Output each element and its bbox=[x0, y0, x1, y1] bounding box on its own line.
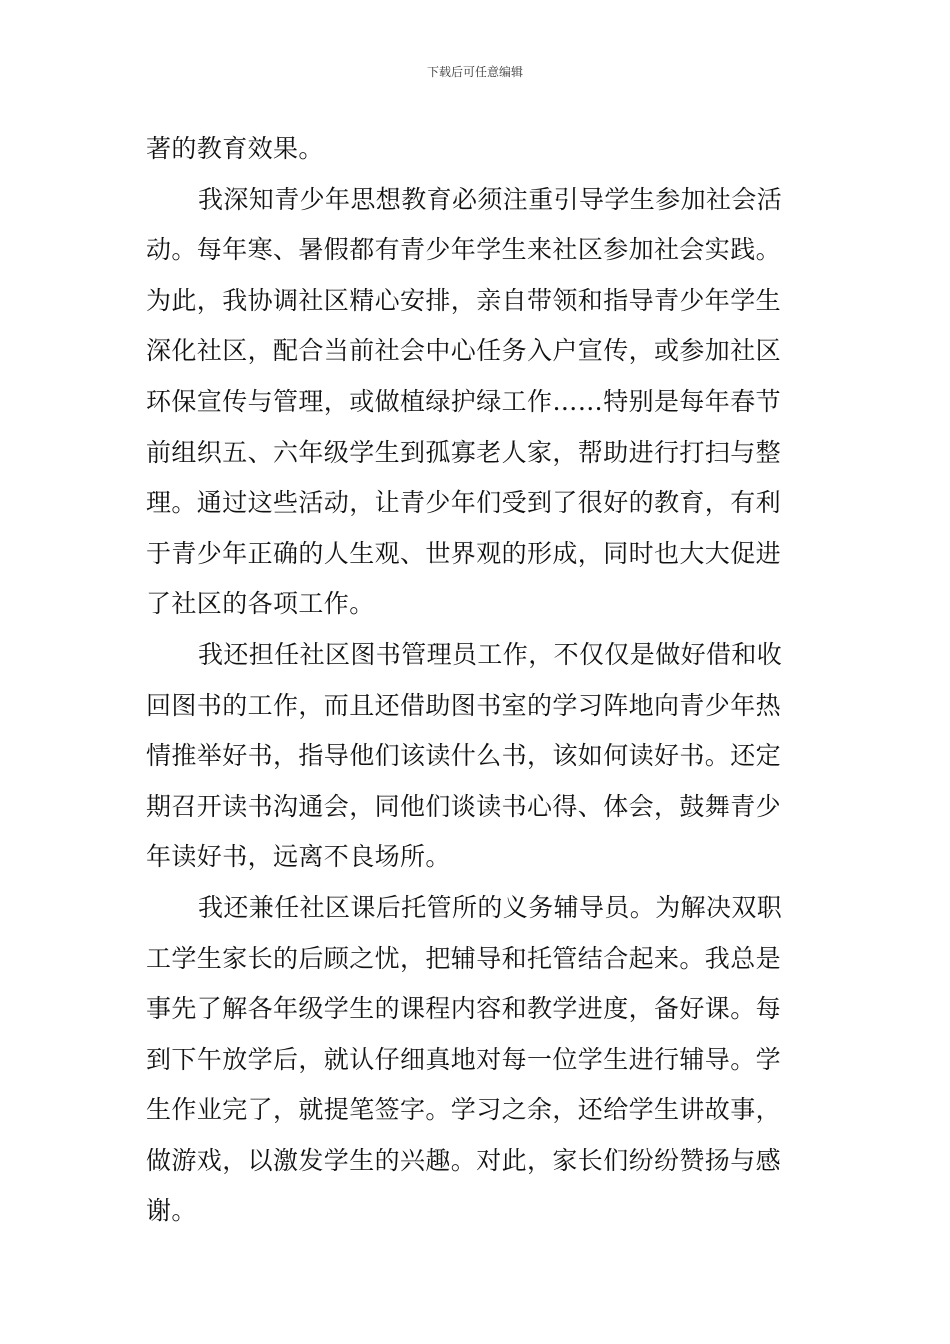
text-line: 做游戏，以激发学生的兴趣。对此，家长们纷纷赞扬与感 bbox=[146, 1145, 782, 1175]
paragraph-first-line: 我还兼任社区课后托管所的义务辅导员。为解决双职 bbox=[198, 892, 783, 922]
document-body bbox=[146, 124, 808, 1237]
text-line: 回图书的工作，而且还借助图书室的学习阵地向青少年热 bbox=[146, 690, 782, 720]
text-line: 事先了解各年级学生的课程内容和教学进度，备好课。每 bbox=[146, 994, 782, 1024]
text-line: 到下午放学后，就认仔细真地对每一位学生进行辅导。学 bbox=[146, 1044, 782, 1074]
text-line: 为此，我协调社区精心安排，亲自带领和指导青少年学生 bbox=[146, 285, 782, 315]
text-line: 于青少年正确的人生观、世界观的形成，同时也大大促进 bbox=[146, 538, 782, 568]
text-line: 年读好书，远离不良场所。 bbox=[146, 842, 451, 872]
text-line: 动。每年寒、暑假都有青少年学生来社区参加社会实践。 bbox=[146, 235, 782, 265]
text-line: 理。通过这些活动，让青少年们受到了很好的教育，有利 bbox=[146, 488, 782, 518]
page-header: 下载后可任意编辑 bbox=[426, 65, 523, 79]
paragraph-first-line: 我还担任社区图书管理员工作，不仅仅是做好借和收 bbox=[198, 639, 783, 669]
text-line: 生作业完了，就提笔签字。学习之余，还给学生讲故事， bbox=[146, 1095, 782, 1125]
text-line: 深化社区，配合当前社会中心任务入户宣传，或参加社区 bbox=[146, 336, 782, 366]
text-line: 著的教育效果。 bbox=[146, 134, 324, 163]
text-line: 情推举好书，指导他们该读什么书，该如何读好书。还定 bbox=[146, 741, 782, 771]
text-line: 工学生家长的后顾之忧，把辅导和托管结合起来。我总是 bbox=[146, 943, 782, 973]
text-line: 了社区的各项工作。 bbox=[146, 589, 375, 619]
text-line: 环保宣传与管理，或做植绿护绿工作……特别是每年春节 bbox=[146, 386, 782, 416]
text-line: 期召开读书沟通会，同他们谈读书心得、体会，鼓舞青少 bbox=[146, 791, 782, 821]
paragraph-first-line: 我深知青少年思想教育必须注重引导学生参加社会活 bbox=[198, 184, 783, 214]
text-line: 前组织五、六年级学生到孤寡老人家，帮助进行打扫与整 bbox=[146, 437, 782, 467]
text-line: 谢。 bbox=[146, 1196, 197, 1226]
